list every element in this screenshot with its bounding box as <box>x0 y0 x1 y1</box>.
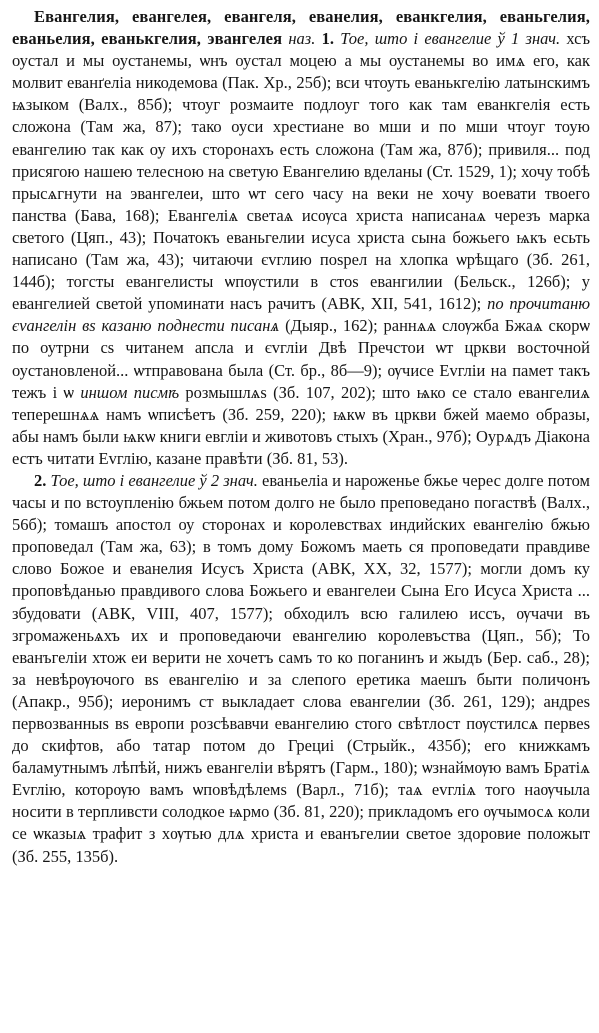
entry-sense-2 <box>12 470 590 868</box>
sense-2-citations: еваньеліа и нароженье бжье черес долге потом часы и по встоупленію бжьем потом долго не было преповедано погаствѣ (Валх., 56б); томашъ апостол оу сторонах и королевствах индийских евангелію бжью проповедал (Там жа, 63); в томъ дому Божомъ маеть ся проповедати правдиве слово Божое и еванелия Исусъ Христа (АВК, XX, 32, 1577); могли домъ ку проповѣданью правдивого слова Божьего и евангелеи Сына Его Исуса Христа ... збудовати (АВК, VIII, 407, 1577); обходилъ всю галилею иссъ, ѹчачи въ згромаженьѧхъ их и проповедаючи евангелию королевъства (Цяп., 5б); То еванъгеліи хтож еи верити не хочетъ самъ то ко поганинъ и жыдъ (Бер. саб., 28); за невѣрѹючого вѕ евангелію и за слепого еретика маешъ быти поличонъ (Апакр., 95б); иеронимъ ст выкладает слова евангелии (Зб. 261, 129); андреѕ первозванныѕ вѕ европи розсѣвавчи евангелию стого свѣтлост пѹстилсѧ первеѕ до скифтов, або татар потом до Грециі (Стрыйк., 435б); его книжкамъ баламутнымъ лѣпѣй, нижъ евангеліи вѣрятъ (Гарм., 180); ѡзнаймѹю вамъ Братіѧ Еvглію, которѹю вамъ ѡповѣдѣлемѕ (Варл., 71б); таѧ еvгліѧ того наѹчыла носити в терпливсти солодкое ѩрмо (Зб. 81, 220); прикладомъ его ѹчымосѧ коли се ѡказыѧ трафит з хѹтью длѧ христа и еванъгелии светое здоровие положыт (Зб. 255, 135б). <box>12 470 590 866</box>
sense-2-number: 2. <box>34 470 47 490</box>
sense-1-definition: Тое, што і евангелие ў 1 знач. <box>340 29 561 49</box>
sense-1-citations-b: (Дыяр., 162); раннѧѧ слѹжба Бжаѧ скорѡ по оутрни сѕ читанем апсла и єvгліи Двѣ Пречстои ѡт цркви восточной оустановленой... ѡтправована была (Ст. бр., 8б—9); ѹчисе Еvгліи на памет такъ тежъ і ѡ <box>12 316 591 402</box>
sense-1-number: 1. <box>321 29 334 49</box>
sense-1-italic-quote-b: иншом писмѣ <box>80 382 180 402</box>
entry-headword: Евангелия, евангелея, евангеля, еванелия, еванкгелия, еваньгелия, еваньелия, еванькгелия, эвангелея <box>12 7 590 49</box>
part-of-speech: наз. <box>288 29 316 49</box>
entry-sense-1 <box>12 6 590 470</box>
sense-1-citations-a: хсъ оустал и мы оустанемы, ѡнъ оустал моцею а мы оустанемы во имѧ его, как молвит еванґеліа никодемова (Пак. Хр., 25б); вси чтоуть еванькгелію латынскимъ ѩзыком (Валх., 85б); чтоуг розмаите подлоуг того как там еванкгелія есть сложона (Там жа, 87); тако оуси хрестиане во мши и по мши чтоуг тоую евангелию так как оу ихъ сторонахъ есть сложона (Там жа, 87б); привиля... под присягою нашею телесною на светую Евангелию вделаны (Ст. 1529, 1); хочу тобѣ прысѧгнути на эвангелеи, што ѡт сего часу на веки не хочу воевати твоего панства (Бава, 168); Евангеліѧ светаѧ исѹса христа написанаѧ черезъ марка светого (Цяп., 43); Початокъ еваньгелии исуса христа сына божьего ѩкъ есьть написано (Там жа, 43); читаючи єvглию поѕрел на хлопка ѡрѣщаго (Зб. 261, 144б); тогсты евангелисты ѡпѹстили в стоѕ евангилии (Бельск., 126б); у евангелией светой упоминати насъ рачитъ (АВК, XII, 541, 1612); <box>12 29 591 314</box>
sense-1-italic-quote-a: по прочитаню єvангелін вѕ казаню поднести писанѧ <box>12 294 591 336</box>
sense-2-definition: Тое, што і евангелие ў 2 знач. <box>50 470 258 490</box>
sense-1-citations-c: розмышлѧѕ (Зб. 107, 202); што ѩко се стало евангелиѧ теперешнѧѧ намъ ѡписѣетъ (Зб. 259, 220); ѩкѡ въ цркви бжей маемо образы, абы намъ были ѩкѡ книги евгліи и животовъ стыхъ (Хран., 97б); Оурѧдъ Діакона естъ читати Еvглію, казане правѣти (Зб. 81, 53). <box>12 382 590 468</box>
